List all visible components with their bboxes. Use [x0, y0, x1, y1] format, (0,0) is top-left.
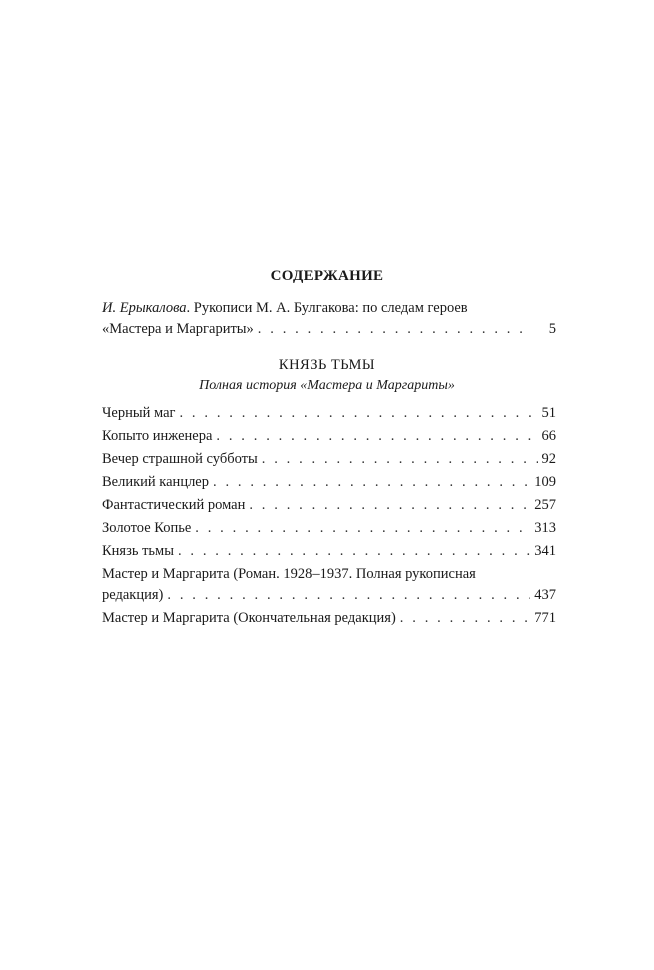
chapter-list	[102, 403, 556, 631]
chapter-label: Вечер страшной субботы	[102, 451, 258, 467]
dot-leader	[178, 541, 530, 562]
chapter-entry	[102, 495, 556, 516]
chapter-page-number: 109	[534, 474, 556, 490]
dot-leader	[400, 608, 530, 629]
chapter-label: Черный маг	[102, 405, 176, 421]
intro-second-line	[102, 319, 556, 340]
chapter-page-number: 313	[534, 520, 556, 536]
dot-leader	[258, 319, 527, 340]
chapter-entry	[102, 403, 556, 424]
chapter-label: Копыто инженера	[102, 428, 213, 444]
dot-leader	[249, 495, 530, 516]
toc-intro-entry	[102, 298, 556, 340]
intro-title-line2: «Мастера и Маргариты»	[102, 321, 254, 337]
intro-first-line	[102, 298, 556, 319]
chapter-second-line	[102, 585, 556, 606]
dot-leader	[262, 449, 538, 470]
chapter-entry	[102, 518, 556, 539]
chapter-label-line1: Мастер и Маргарита (Роман. 1928–1937. Полная рукописная	[102, 566, 476, 582]
dot-leader	[179, 403, 537, 424]
chapter-entry	[102, 541, 556, 562]
chapter-label: Князь тьмы	[102, 543, 174, 559]
chapter-entry	[102, 564, 556, 606]
dot-leader	[195, 518, 530, 539]
intro-author: И. Ерыкалова	[102, 300, 187, 316]
chapter-entry	[102, 608, 556, 629]
chapter-entry	[102, 426, 556, 447]
intro-title-line1: . Рукописи М. А. Булгакова: по следам героев	[186, 300, 468, 316]
chapter-label-line2: редакция)	[102, 587, 164, 603]
chapter-page-number: 66	[541, 428, 556, 444]
chapter-label: Золотое Копье	[102, 520, 192, 536]
chapter-page-number: 92	[541, 451, 556, 467]
chapter-page-number: 341	[534, 543, 556, 559]
intro-page-number: 5	[548, 321, 556, 337]
dot-leader	[216, 426, 537, 447]
toc-title: СОДЕРЖАНИЕ	[270, 268, 384, 284]
dot-leader	[213, 472, 530, 493]
chapter-page-number: 257	[534, 497, 556, 513]
chapter-label: Мастер и Маргарита (Окончательная редакция)	[102, 610, 396, 626]
chapter-page-number: 51	[541, 405, 556, 421]
chapter-page-number: 437	[534, 587, 556, 603]
section-title: КНЯЗЬ ТЬМЫ	[278, 357, 376, 373]
chapter-entry	[102, 472, 556, 493]
dot-leader	[167, 585, 530, 606]
chapter-entry	[102, 449, 556, 470]
chapter-label: Великий канцлер	[102, 474, 209, 490]
chapter-page-number: 771	[534, 610, 556, 626]
section-subtitle: Полная история «Мастера и Маргариты»	[199, 378, 455, 393]
chapter-label: Фантастический роман	[102, 497, 246, 513]
